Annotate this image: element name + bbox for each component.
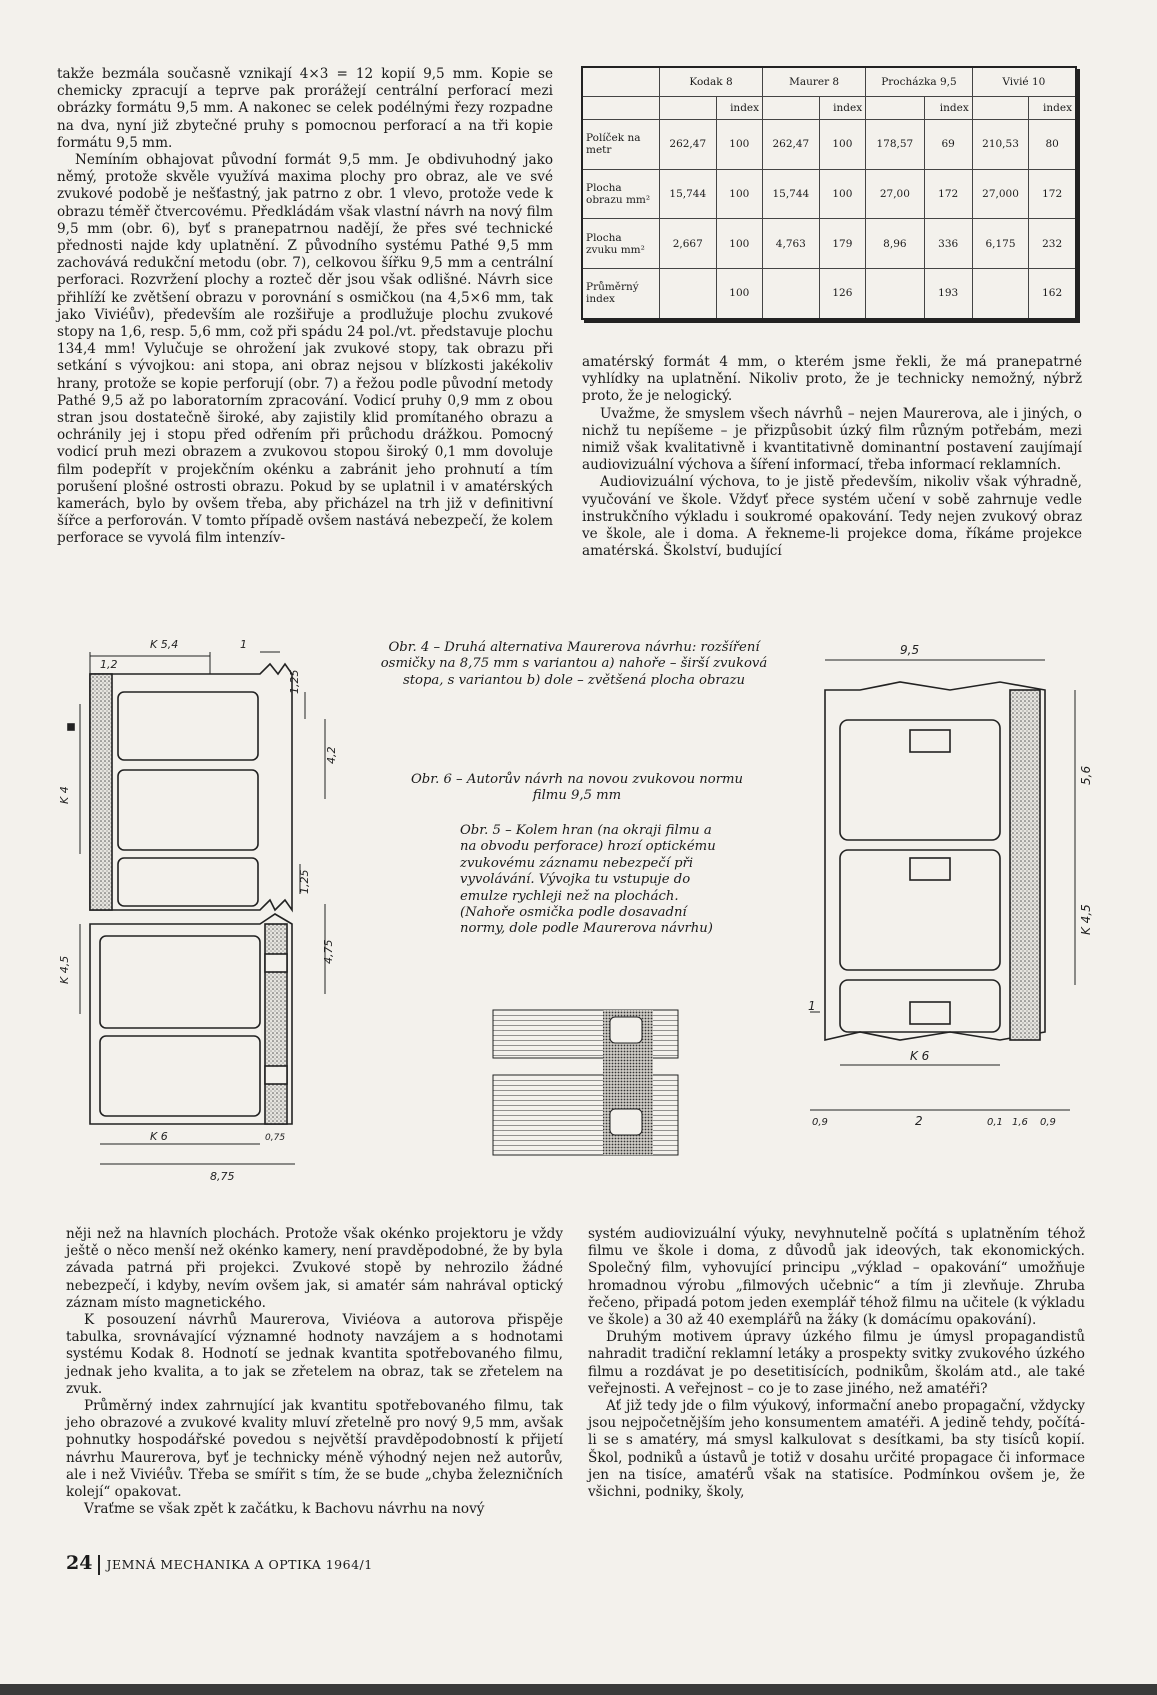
dim-label: K 6	[910, 1049, 930, 1063]
dim-label: 1,25	[298, 869, 311, 894]
paragraph: takže bezmála současně vznikají 4×3 = 12 kopií 9,5 mm. Kopie se chemicky zpracují a teprve pak prorážejí centrální perforací mezi obrázky formátu 9,5 mm. A nakonec se celek podélnými řezy rozpadne na dva, nyní již zbytečné pruhy s pomocnou perforací a na tři kopie formátu 9,5 mm.	[57, 66, 553, 151]
paragraph: amatérský formát 4 mm, o kterém jsme řekli, že má pranepatrné vyhlídky na uplatnění. Nikoliv proto, že je technicky nemožný, nýbrž proto, že je nelogický.	[582, 354, 1082, 405]
column-header: Vivié 10	[972, 67, 1076, 97]
dim-label: 9,5	[900, 643, 920, 657]
column-header: Maurer 8	[763, 67, 866, 97]
paragraph: systém audiovizuální výuky, nevyhnutelně počítá s uplatněním téhož filmu ve škole i doma, z důvodů jak ideových, tak ekonomických. Společný film, vyhovující principu „výklad – opakování“ umožňuje hromadnou výrobu „filmových učebnic“ a tím ji zlevňuje. Zhruba řečeno, připadá potom jeden exemplář téhož filmu na učitele (k výkladu ve škole) a 30 až 40 exemplářů na žáky (k domácímu opakování).	[588, 1226, 1085, 1329]
paragraph: Druhým motivem úpravy úzkého filmu je úmysl propagandistů nahradit tradiční reklamní letáky a prospekty svitky zvukového úzkého filmu a rozdávat je po desetitisících, podnikům, školám atd., ale také veřejnosti. A veřejnost – co je to zase jiného, než amatéři?	[588, 1329, 1085, 1397]
scan-edge	[0, 1684, 1157, 1695]
index-header: index	[716, 97, 763, 120]
dim-label: 0,9	[1040, 1117, 1056, 1128]
paragraph: K posouzení návrhů Maurerova, Viviéova a autorova přispěje tabulka, srovnávající významné hodnoty navzájem a s hodnotami systému Kodak 8. Hodnotí se jednak kvantita spotřebovaného filmu, jednak jeho kvalita, a to jak se zřetelem na obraz, tak se zřetelem na zvuk.	[66, 1312, 563, 1397]
dim-label: 1,25	[288, 669, 301, 694]
dim-label: K 4,5	[1079, 904, 1093, 935]
comparison-table	[581, 66, 1077, 320]
dim-label: 4,2	[325, 746, 338, 764]
table-cell: 80	[1029, 120, 1076, 170]
text-column-top-right	[582, 354, 1082, 560]
table-cell: 178,57	[866, 120, 925, 170]
dim-label: 0,9	[812, 1117, 828, 1128]
dim-label: K 4	[58, 786, 71, 804]
table-cell: 172	[924, 169, 972, 219]
index-header: index	[924, 97, 972, 120]
dim-label: 0,75	[265, 1133, 286, 1143]
paragraph: Vraťme se však zpět k začátku, k Bachovu návrhu na nový	[84, 1501, 485, 1518]
figure-6-film-strip	[800, 620, 1100, 1140]
table-row	[582, 219, 1076, 269]
table-cell: 100	[716, 120, 763, 170]
caption-figure-4: Obr. 4 – Druhá alternativa Maurerova návrhu: rozšíření osmičky na 8,75 mm s variantou a) nahoře – širší zvuková stopa, s variantou b) dole – zvětšená plocha obrazu	[380, 640, 768, 688]
footer-divider	[98, 1555, 100, 1575]
dim-label: 2	[915, 1114, 923, 1128]
paragraph: Ať již tedy jde o film výukový, informační anebo propagační, vždycky jsou nejpočetnějším jeho konsumentem amatéři. A jedině tehdy, počítá-li se s amatéry, má smysl kalkulovat s desítkami, ba sty tisíců kopií. Škol, podniků a ústavů je totiž v dosahu určité propagace či informace jen na tisíce, amatérů však na statisíce. Podmínkou ovšem je, že všichni, podniky, školy,	[588, 1398, 1085, 1501]
table-cell: 336	[924, 219, 972, 269]
dim-label: K 5,4	[150, 638, 179, 651]
table-cell: 69	[924, 120, 972, 170]
table-cell: 100	[716, 268, 763, 319]
page-number: 24	[66, 1552, 93, 1574]
table-cell	[660, 268, 717, 319]
table-cell	[866, 268, 925, 319]
table-cell: 262,47	[660, 120, 717, 170]
table-cell: 100	[819, 169, 866, 219]
journal-name: JEMNÁ MECHANIKA A OPTIKA 1964/1	[106, 1557, 373, 1572]
dim-label: 5,6	[1079, 765, 1093, 785]
dim-label: 1	[808, 999, 816, 1013]
figure-5-film-edge	[488, 1005, 688, 1160]
table-cell: 15,744	[660, 169, 717, 219]
dim-label: K 6	[150, 1130, 168, 1143]
text-column-bottom-right	[588, 1226, 1085, 1501]
index-header: index	[1029, 97, 1076, 120]
table-subheader-row	[582, 97, 1076, 120]
table-cell: 100	[716, 169, 763, 219]
text-column-top-left	[57, 66, 553, 548]
caption-figure-6: Obr. 6 – Autorův návrh na novou zvukovou normu filmu 9,5 mm	[410, 772, 744, 804]
table-row	[582, 120, 1076, 170]
figure-4-film-strip	[60, 624, 360, 1194]
column-header: Kodak 8	[660, 67, 763, 97]
row-label: Průměrný index	[582, 268, 660, 319]
table-cell: 232	[1029, 219, 1076, 269]
dim-label: 1,6	[1012, 1117, 1028, 1128]
table-cell: 126	[819, 268, 866, 319]
table-cell: 6,175	[972, 219, 1029, 269]
table-row	[582, 268, 1076, 319]
paragraph: něji než na hlavních plochách. Protože však okénko projektoru je vždy ještě o něco menší než okénko kamery, není pravděpodobné, že by byla závada patrná při projekci. Zvukové stopě by nehrozilo žádné nebezpečí, i kdyby, nevím ovšem jak, si amatér sám nahrával optický záznam místo magnetického.	[66, 1226, 563, 1311]
dim-label: 0,1	[987, 1117, 1003, 1128]
table-cell: 179	[819, 219, 866, 269]
paragraph: Nemíním obhajovat původní formát 9,5 mm. Je obdivuhodný jako němý, protože skvěle využívá maxima plochy pro obraz, ale ve své zvukové podobě je nešťastný, jak patrno z obr. 1 vlevo, protože vede k obrazu téměř čtvercovému. Předkládám však vlastní návrh na nový film 9,5 mm (obr. 6), byť s pranepatrnou nadějí, že přes své technické přednosti najde kdy uplatnění. Z původního systému Pathé 9,5 mm zachovává redukční metodu (obr. 7), celkovou šířku 9,5 mm a centrální perforaci. Rozvržení plochy a rozteč děr jsou však odlišné. Návrh sice přihlíží ke zvětšení obrazu v porovnání s osmičkou (na 4,5×6 mm, tak jako Viviéův), především ale rozšiřuje a prodlužuje plochu zvukové stopy na 1,6, resp. 5,6 mm, což při spádu 24 pol./vt. představuje plochu 134,4 mm! Vylučuje se ohrožení jak zvukové stopy, tak obrazu při setkání s vývojkou: ani stopa, ani obraz nejsou v blízkosti jakékoliv hrany, protože se kopie perforují (obr. 7) a řežou podle původní metody Pathé 9,5 až po laboratorním zpracování. Vodicí pruhy 0,9 mm z obou stran jsou dostatečně široké, aby zajistily klid promítaného obrazu a ochránily jej i stopu před odřením při průchodu drážkou. Pomocný vodicí pruh mezi obrazem a zvukovou stopou široký 0,1 mm dovoluje film podepřít v projekčním okénku a zabránit jeho prohnutí a tím porušení plošné ostrosti obrazu. Pokud by se uplatnil i v amatérských kamerách, bylo by ovšem třeba, aby přicházel na trh již v definitivní šířce a perforován. V tomto případě ovšem nastává nebezpečí, že kolem perforace se vyvolá film intenzív-	[57, 152, 553, 547]
table-cell: 15,744	[763, 169, 820, 219]
table-header-row	[582, 67, 1076, 97]
paragraph: Uvažme, že smyslem všech návrhů – nejen Maurerova, ale i jiných, o nichž tu nepíšeme – je přizpůsobit úzký film různým potřebám, mezi nimiž však kvalitativně i kvantitativně dominantní postavení zaujímají audiovizuální výchova a šíření informací, třeba informací reklamních.	[582, 405, 1082, 474]
table-cell: 262,47	[763, 120, 820, 170]
dim-label: 4,75	[322, 939, 335, 964]
table-cell: 8,96	[866, 219, 925, 269]
row-label: Políček na metr	[582, 120, 660, 170]
table-cell: 210,53	[972, 120, 1029, 170]
table-cell: 27,000	[972, 169, 1029, 219]
table-cell: 2,667	[660, 219, 717, 269]
table-cell: 100	[716, 219, 763, 269]
table-cell: 172	[1029, 169, 1076, 219]
table-cell: 193	[924, 268, 972, 319]
caption-figure-5: Obr. 5 – Kolem hran (na okraji filmu a na obvodu perforace) hrozí optickému zvukovému záznamu nebezpečí při vyvolávání. Vývojka tu vstupuje do emulze rychleji než na plochách. (Nahoře osmička podle dosavadní normy, dole podle Maurerova návrhu)	[460, 823, 716, 937]
row-label: Plocha zvuku mm²	[582, 219, 660, 269]
dim-label: 8,75	[210, 1170, 235, 1183]
row-label: Plocha obrazu mm²	[582, 169, 660, 219]
table-row	[582, 169, 1076, 219]
dim-label: 1	[240, 638, 247, 651]
table-cell	[972, 268, 1029, 319]
dim-label: K 4,5	[58, 955, 71, 984]
table-cell: 100	[819, 120, 866, 170]
table-cell: 27,00	[866, 169, 925, 219]
table-cell: 162	[1029, 268, 1076, 319]
dim-label: 1,2	[100, 658, 118, 671]
paragraph: Audiovizuální výchova, to je jistě především, nikoliv však výhradně, vyučování ve škole. Vždyť přece systém učení v sobě zahrnuje vedle instrukčního výkladu i soukromé opakování. Tedy nejen zvukový obraz ve škole, ale i doma. A řekneme-li projekce doma, říkáme projekce amatérská. Školství, budující	[582, 474, 1082, 560]
paragraph: Průměrný index zahrnující jak kvantitu spotřebovaného filmu, tak jeho obrazové a zvukové kvality mluví zřetelně pro nový 9,5 mm, avšak pohnutky hospodářské povedou s největší pravděpodobností k přijetí návrhu Maurerova, byť je technicky méně výhodný nejen než autorův, ale i než Viviéův. Třeba se smířit s tím, že se bude „chyba železničních kolejí“ opakovat.	[66, 1398, 563, 1501]
table-cell	[763, 268, 820, 319]
index-header: index	[819, 97, 866, 120]
text-column-bottom-left	[66, 1226, 563, 1518]
column-header: Procházka 9,5	[866, 67, 973, 97]
table-cell: 4,763	[763, 219, 820, 269]
page-footer	[66, 1552, 566, 1575]
